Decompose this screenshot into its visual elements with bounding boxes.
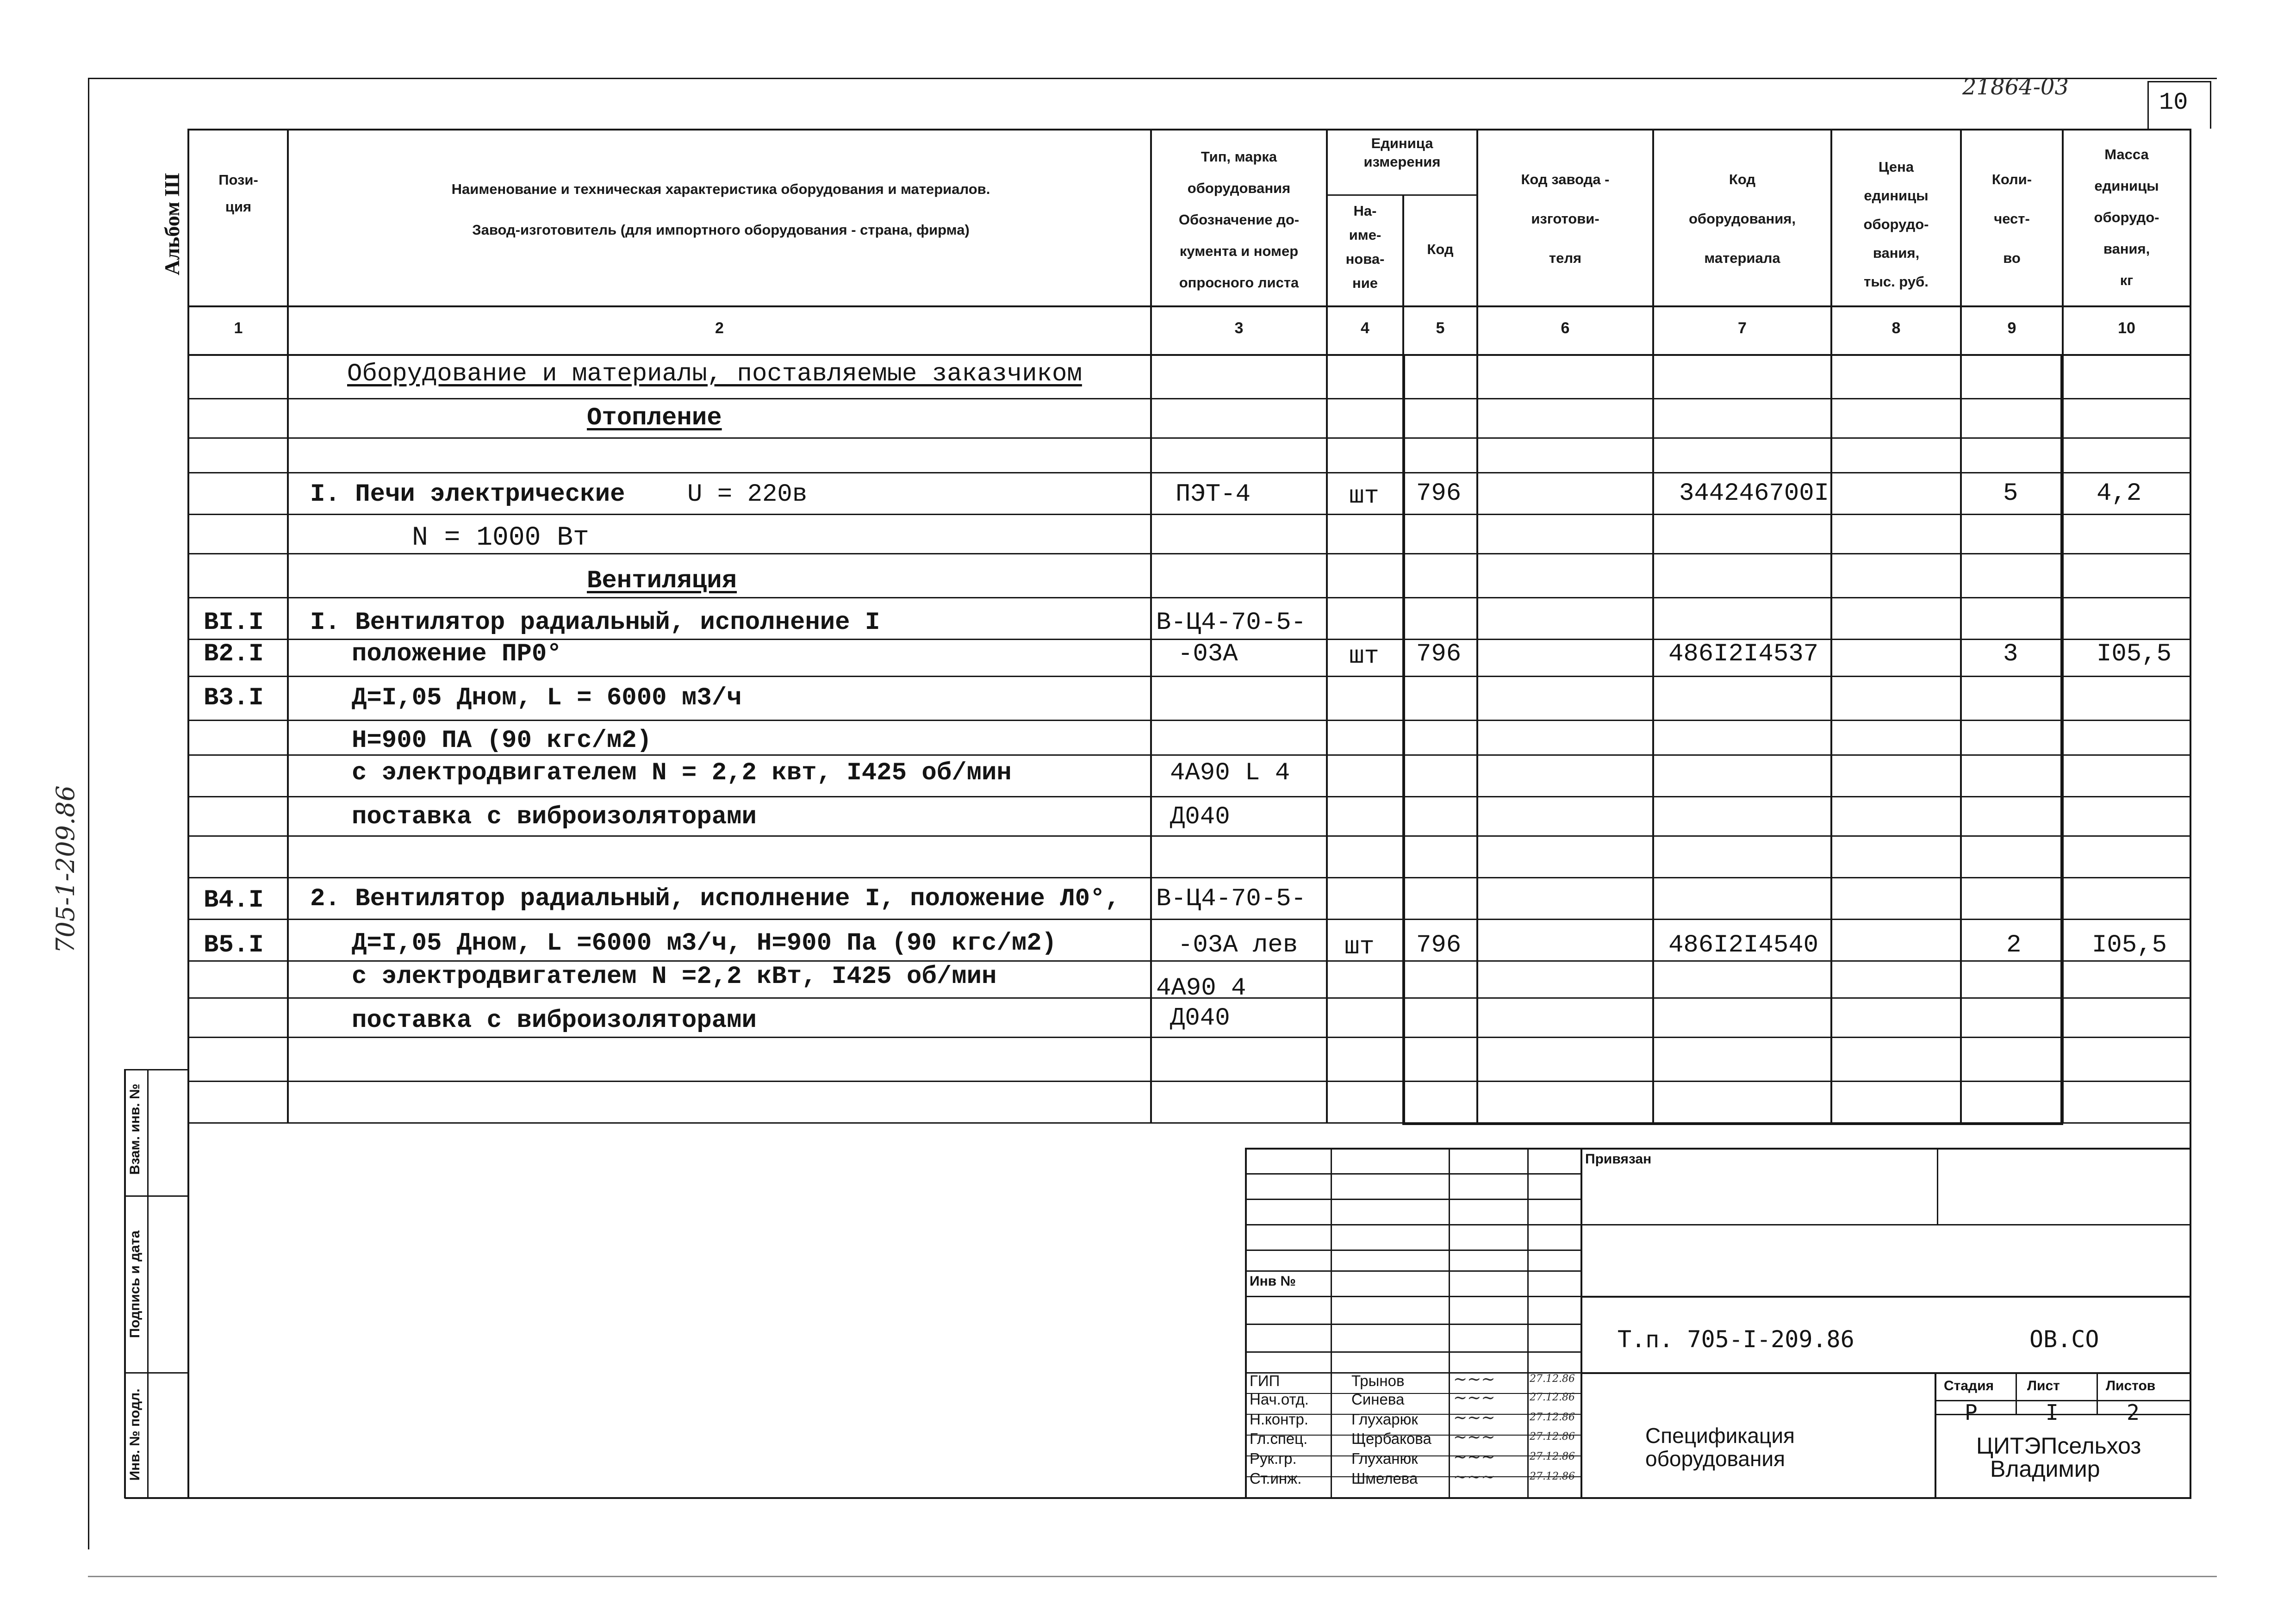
fan1-qty: 3 [2003,640,2018,668]
fan2-qty: 2 [2006,931,2022,959]
fan2-equipment-code: 486I2I4540 [1668,931,1819,959]
body-box-left [1402,354,1405,1124]
tb-sheet: I [2046,1400,2059,1425]
vline-c1 [287,129,289,1124]
tb-priv-split [1937,1148,1938,1224]
signer-signature: ~~~ [1453,1388,1495,1407]
tb-grid-line [1245,1250,1582,1251]
fan1-type-1: В-Ц4-70-5- [1156,609,1307,637]
heater-mass: 4,2 [2097,479,2142,508]
tb-grid-line [1245,1296,1582,1297]
tb-grid-line [1245,1351,1582,1353]
heater-type: ПЭТ-4 [1176,480,1251,509]
tb-h-title [1580,1372,2191,1374]
tb-doc-title-2: оборудования [1645,1447,1785,1471]
fan1-equipment-code: 486I2I4537 [1668,640,1819,668]
fan2-line4: поставка с виброизоляторами [352,1007,757,1035]
fan1-line5: с электродвигателем N = 2,2 квт, I425 об/мин [352,759,1012,787]
signer-signature: ~~~ [1453,1408,1495,1427]
archive-number: 21864-03 [1962,74,2069,100]
header-price: Цена единицы оборудо- вания, тыс. руб. [1863,159,1929,290]
heater-name: I. Печи электрические [310,480,625,509]
fan1-line1: I. Вентилятор радиальный, исполнение I [310,609,880,637]
row-separator [187,796,2191,797]
tb-privyazan: Привязан [1585,1151,1652,1167]
signer-name: Глухарюк [1351,1411,1418,1428]
signer-signature: ~~~ [1453,1468,1495,1486]
row-separator [187,437,2191,439]
pos-b3: B3.I [204,684,264,712]
row-separator [187,398,2191,399]
signer-name: Глуханюк [1351,1450,1418,1467]
signer-role: ГИП [1250,1372,1280,1389]
tb-stage-header: Стадия [1944,1378,1994,1393]
colnum-4: 4 [1361,319,1369,337]
tb-v3 [1527,1148,1529,1499]
fan1-line4: Н=900 ПА (90 кгс/м2) [352,727,652,755]
header-unit-code: Код [1427,241,1454,257]
side-stamp-right [187,1069,189,1499]
fan1-isolators: Д040 [1170,803,1230,831]
row-separator [187,835,2191,837]
signer-date: 27.12.86 [1530,1451,1575,1462]
row-separator [187,960,2191,962]
fan2-mass: I05,5 [2092,931,2167,959]
tb-org-1: ЦИТЭПсельхоз [1976,1433,2141,1459]
signer-role: Н.контр. [1250,1411,1309,1428]
pos-b5: B5.I [204,931,264,959]
row-separator [187,1037,2191,1038]
colnum-2: 2 [715,319,724,337]
tb-grid-line [1245,1173,1582,1175]
fan1-line6: поставка с виброизоляторами [352,803,757,831]
tb-doc-mark: ОВ.СО [2029,1326,2099,1353]
colnum-7: 7 [1738,319,1747,337]
heater-unit-code: 796 [1416,479,1462,508]
ventilation-heading: Вентиляция [587,567,737,595]
fan1-motor: 4А90 L 4 [1170,759,1290,787]
vline-c5 [1476,129,1478,1124]
fan2-type-2: -03А лев [1178,931,1298,959]
row-separator [187,877,2191,878]
tb-v-stage2 [2016,1372,2017,1414]
signer-role: Нач.отд. [1250,1391,1309,1408]
signer-role: Рук.гр. [1250,1450,1297,1467]
side-stamp-h1 [124,1195,189,1197]
heating-heading: Отопление [587,404,722,432]
signer-name: Трынов [1351,1372,1405,1389]
fan1-mass: I05,5 [2097,640,2172,668]
side-label-signature-date: Подпись и дата [127,1230,143,1338]
tb-sheet-header: Лист [2027,1378,2060,1393]
tb-stage: Р [1965,1400,1978,1425]
header-position: Пози- ция [218,172,258,215]
tb-v4 [1580,1148,1582,1499]
tb-top [1245,1148,2191,1150]
colnum-6: 6 [1561,319,1570,337]
heater-qty: 5 [2003,479,2018,508]
tb-project-code: Т.п. 705-I-209.86 [1618,1326,1854,1353]
side-label-original-inv: Инв. № подл. [127,1388,143,1481]
body-box-right [2060,354,2063,1124]
header-mass: Масса единицы оборудо- вания, кг [2094,146,2159,288]
signer-signature: ~~~ [1453,1370,1495,1389]
tb-sheets-header: Листов [2106,1378,2156,1393]
fan1-line2: положение ПР0° [352,640,562,668]
signer-date: 27.12.86 [1530,1431,1575,1443]
row-separator [187,597,2191,598]
tb-h-priv [1580,1224,2191,1225]
colnum-10: 10 [2118,319,2135,337]
inner-frame-right [2190,129,2191,1499]
tb-grid-line [1245,1224,1582,1225]
tb-left [1245,1148,1247,1499]
signer-signature: ~~~ [1453,1428,1495,1447]
signer-role: Гл.спец. [1250,1430,1308,1447]
row-separator [187,1081,2191,1082]
row-separator [187,553,2191,554]
side-stamp-vsplit [147,1069,149,1499]
fan2-line2: Д=I,05 Дном, L =6000 м3/ч, Н=900 Па (90 кгс/м2) [352,929,1057,958]
fan2-line3: с электродвигателем N =2,2 кВт, I425 об/мин [352,963,997,991]
signer-date: 27.12.86 [1530,1471,1575,1482]
sheet-number: 10 [2159,89,2188,116]
fan1-type-2: -03А [1178,640,1238,668]
album-label: Альбом Ш [160,173,184,275]
row-separator [187,720,2191,721]
header-equipment-code: Код оборудования, материала [1688,171,1796,266]
signer-name: Шмелева [1351,1470,1418,1487]
section-title: Оборудование и материалы, поставляемые заказчиком [347,360,1082,388]
tb-grid-line [1245,1270,1582,1272]
sheet-number-box-right [2210,81,2211,129]
inner-frame-top [187,129,2191,131]
tb-inv-no: Инв № [1250,1274,1296,1289]
tb-grid-line [1245,1199,1582,1200]
tb-v2 [1449,1148,1450,1499]
tb-v-stage3 [2097,1372,2098,1414]
colnum-9: 9 [2007,319,2016,337]
hline-header-bottom [187,305,2191,307]
signer-date: 27.12.86 [1530,1373,1575,1385]
header-unit-name: На- име- нова- ние [1345,203,1385,291]
signer-signature: ~~~ [1453,1448,1495,1467]
body-box-bottom [1402,1122,2063,1125]
side-stamp-left [124,1069,126,1499]
fan1-unit-code: 796 [1416,640,1462,668]
fan1-unit: шт [1349,642,1379,671]
vline-c6 [1652,129,1654,1124]
colnum-1: 1 [234,319,243,337]
pos-b1: BI.I [204,609,264,637]
pos-b4: B4.I [204,886,264,914]
fan2-unit-code: 796 [1416,931,1462,959]
tb-doc-title-1: Спецификация [1645,1424,1795,1448]
pos-b2: B2.I [204,640,264,668]
row-separator [187,676,2191,677]
fan2-isolators: Д040 [1170,1004,1230,1032]
signer-date: 27.12.86 [1530,1412,1575,1423]
colnum-3: 3 [1234,319,1244,337]
tb-org-2: Владимир [1990,1456,2100,1482]
fan2-motor: 4А90 4 [1156,974,1246,1002]
header-maker-code: Код завода - изготови- теля [1521,171,1610,266]
signer-date: 27.12.86 [1530,1392,1575,1403]
fan2-unit: шт [1344,933,1375,961]
tb-grid-line [1245,1324,1582,1325]
outer-frame-top [88,78,2217,79]
heater-equipment-code: 344246700I [1679,479,1829,508]
tb-h-project [1580,1296,2191,1298]
fan2-type-1: В-Ц4-70-5- [1156,885,1307,913]
tb-v1 [1331,1148,1332,1499]
fan2-line1: 2. Вентилятор радиальный, исполнение I, положение Л0°, [310,885,1120,913]
hline-colnum-bottom [187,354,2191,356]
outer-frame-left [88,78,89,1549]
fan1-line3: Д=I,05 Дном, L = 6000 м3/ч [352,684,742,712]
tb-sheets: 2 [2127,1400,2140,1425]
hline-units-split [1326,194,1476,196]
header-name: Наименование и техническая характеристика оборудования и материалов. Завод-изготовитель (для импортного оборудования - страна, фирма) [451,181,990,238]
header-units: Единица измерения [1363,135,1441,170]
inner-frame-bottom [125,1497,2191,1499]
colnum-5: 5 [1436,319,1445,337]
tb-v-stage [1935,1372,1936,1499]
colnum-8: 8 [1892,319,1901,337]
side-label-replaced-inv: Взам. инв. № [127,1083,143,1175]
row-separator [187,514,2191,515]
heater-power: N = 1000 Вт [412,523,589,553]
vline-c8 [1960,129,1962,1124]
heater-unit: шт [1349,482,1379,510]
side-handwritten-code: 705-1-209.86 [51,785,80,953]
heater-voltage: U = 220в [687,480,808,509]
row-separator [187,919,2191,920]
outer-frame-bottom [88,1576,2217,1577]
sheet-number-box-top [2147,81,2211,82]
signer-name: Щербакова [1351,1430,1431,1447]
header-quantity: Коли- чест- во [1991,171,2032,266]
signer-role: Ст.инж. [1250,1470,1302,1487]
row-separator [187,472,2191,473]
header-type: Тип, марка оборудования Обозначение до- кумента и номер опросного листа [1178,149,1300,291]
signer-name: Синева [1351,1391,1405,1408]
sheet-number-box-left [2147,81,2149,129]
